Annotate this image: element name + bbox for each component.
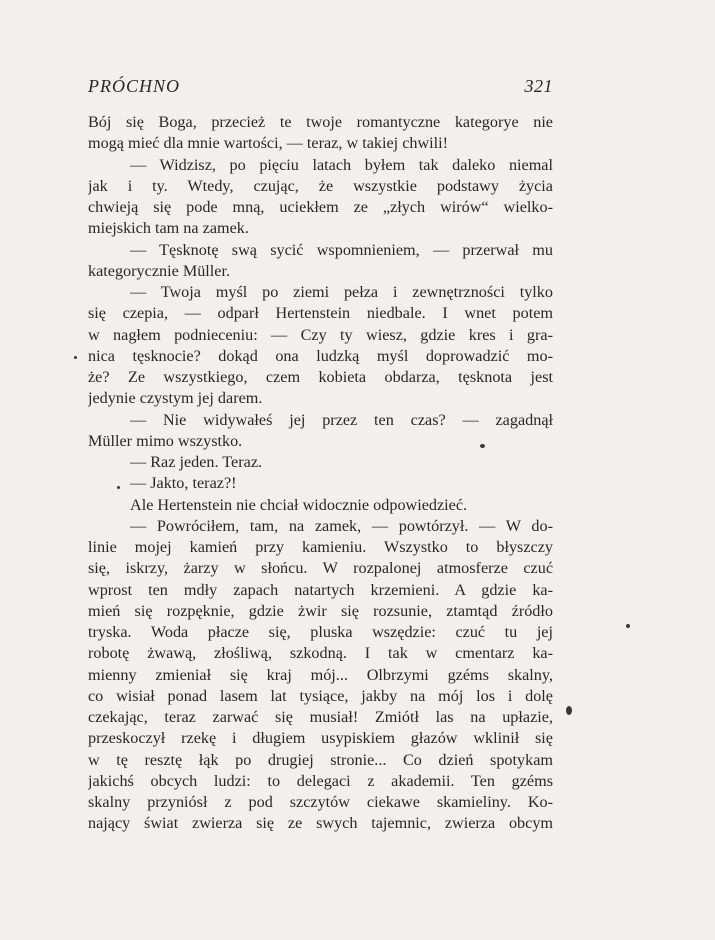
- ink-speck: [626, 624, 630, 628]
- text-line: Ale Hertenstein nie chciał widocznie odpowiedzieć.: [130, 495, 468, 514]
- text-line: tryska. Woda płacze się, pluska wszędzie: czuć tu jej: [88, 623, 553, 641]
- text-line: — Raz jeden. Teraz.: [130, 453, 263, 471]
- text-line: wprost ten mdły zapach natartych krzemieni. A gdzie ka-: [88, 580, 553, 599]
- text-line: — Powróciłem, tam, na zamek, — powtórzył. — W do-: [130, 516, 553, 535]
- text-line: Bój się Boga, przecież te twoje romantyczne kategorye nie: [88, 113, 553, 131]
- text-line: — Tęsknotę swą sycić wspomnieniem, — przerwał mu: [130, 240, 553, 259]
- text-line: jedynie czystym jej darem.: [88, 389, 263, 408]
- page-number: 321: [524, 76, 553, 96]
- text-line: chwieją się pode mną, uciekłem ze „złych wirów“ wielko-: [88, 198, 553, 216]
- text-line: robotę żwawą, złośliwą, szkodną. I tak w cmentarz ka-: [88, 644, 553, 663]
- text-line: Müller mimo wszystko.: [88, 431, 243, 450]
- text-line: skalny przyniósł z pod szczytów ciekawe skamieliny. Ko-: [88, 793, 553, 811]
- text-line: w tę resztę łąk po drugiej stronie... Co dzień spotykam: [88, 750, 553, 769]
- text-line: — Jakto, teraz?!: [130, 474, 237, 493]
- ink-speck: [480, 444, 485, 448]
- text-line: że? Ze wszystkiego, czem kobieta obdarza, tęsknota jest: [88, 368, 553, 386]
- text-line: — Nie widywałeś jej przez ten czas? — zagadnął: [130, 410, 553, 429]
- ink-speck: [117, 486, 120, 489]
- text-line: co wisiał ponad lasem lat tysiące, jakby na mój los i dolę: [88, 686, 553, 705]
- text-line: jakichś obcych ludzi: to delegaci z akademii. Ten gzéms: [88, 771, 553, 790]
- text-line: mogą mieć dla mnie wartości, — teraz, w takiej chwili!: [88, 134, 449, 153]
- text-line: miejskich tam na zamek.: [88, 219, 249, 238]
- page-body-text: [88, 112, 553, 835]
- text-line: czekając, teraz zarwać się musiał! Zmiótł las na upłazie,: [88, 708, 553, 726]
- ink-speck: [74, 356, 77, 359]
- text-line: mienny zmieniał się kraj mój... Olbrzymi gzéms skalny,: [88, 665, 553, 684]
- text-line: — Widzisz, po pięciu latach byłem tak daleko niemal: [130, 155, 553, 174]
- text-line: — Twoja myśl po ziemi pełza i zewnętrzności tylko: [130, 283, 553, 301]
- text-line: się czepia, — odparł Hertenstein niedbale. I wnet potem: [88, 304, 553, 323]
- text-line: kategorycznie Müller.: [88, 261, 231, 280]
- ink-speck: [566, 706, 572, 715]
- text-line: przeskoczył rzekę i długiem usypiskiem głazów wklinił się: [88, 729, 553, 748]
- running-title: PRÓCHNO: [88, 76, 180, 96]
- text-line: się, iskrzy, żarzy w słońcu. W rozpalonej atmosferze czuć: [88, 559, 553, 578]
- text-line: mień się rozpęknie, gdzie żwir się rozsunie, ztamtąd źródło: [88, 601, 553, 620]
- text-line: linie mojej kamień przy kamieniu. Wszystko to błyszczy: [88, 538, 553, 556]
- text-line: w nagłem podnieceniu: — Czy ty wiesz, gdzie kres i gra-: [88, 325, 553, 344]
- text-line: nający świat zwierza się ze swych tajemnic, zwierza obcym: [88, 814, 553, 833]
- text-line: nica tęsknocie? dokąd ona ludzką myśl doprowadzić mo-: [88, 346, 553, 365]
- text-line: jak i ty. Wtedy, czując, że wszystkie podstawy życia: [88, 176, 553, 195]
- running-header: [88, 76, 553, 97]
